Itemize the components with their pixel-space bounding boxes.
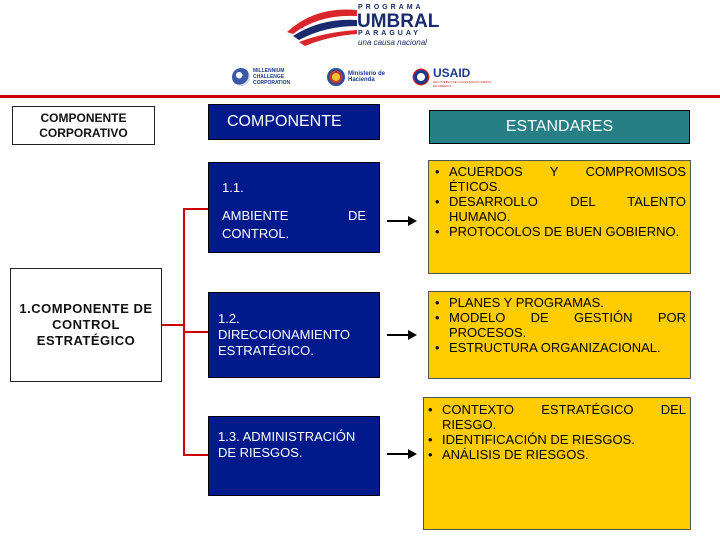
connector-branch-1 (183, 208, 209, 210)
standard-item: • IDENTIFICACIÓN DE RIESGOS. (424, 432, 686, 447)
ministerio-logo: Ministerio de Hacienda (327, 66, 396, 88)
millennium-logo: MILLENNIUM CHALLENGE CORPORATION (232, 66, 301, 88)
usaid-seal-icon (412, 68, 430, 86)
standard-item: • PROTOCOLOS DE BUEN GOBIERNO. (431, 224, 686, 239)
column-header-componente: COMPONENTE (208, 104, 380, 140)
standard-item: • DESARROLLO DEL TALENTO HUMANO. (431, 194, 686, 224)
standards-box-3 (423, 397, 691, 530)
main-component-box: 1.COMPONENTE DE CONTROL ESTRATÉGICO (10, 268, 162, 382)
standard-item: • MODELO DE GESTIÓN POR PROCESOS. (431, 310, 686, 340)
subcomponent-1-1-label-a: AMBIENTE (222, 208, 289, 223)
arrow-3 (387, 449, 417, 459)
ministerio-seal-icon (327, 68, 345, 86)
standard-item: • CONTEXTO ESTRATÉGICO DEL RIESGO. (424, 402, 686, 432)
subcomponent-1-1 (208, 162, 380, 253)
millennium-globe-icon (232, 68, 250, 86)
standard-item: • ESTRUCTURA ORGANIZACIONAL. (431, 340, 686, 355)
standard-item: • PLANES Y PROGRAMAS. (431, 295, 686, 310)
column-header-corporativo: COMPONENTE CORPORATIVO (12, 106, 155, 145)
usaid-logo: USAID DEL PUEBLO DE LOS ESTADOS UNIDOS DE AMÉRICA (412, 66, 493, 88)
standard-item: • ANÁLISIS DE RIESGOS. (424, 447, 686, 462)
standard-item: • ACUERDOS Y COMPROMISOS ÉTICOS. (431, 164, 686, 194)
connector-branch-3 (183, 454, 209, 456)
subcomponent-1-2: 1.2. DIRECCIONAMIENTO ESTRATÉGICO. (208, 292, 380, 378)
logo-line-umbral: UMBRAL (357, 11, 440, 32)
logo-line-programa: PROGRAMA (358, 4, 424, 11)
logo-line-paraguay: PARAGUAY (358, 30, 421, 37)
subcomponent-1-1-number: 1.1. (222, 180, 244, 195)
column-header-estandares: ESTANDARES (429, 110, 690, 144)
subcomponent-1-3: 1.3. ADMINISTRACIÓN DE RIESGOS. (208, 416, 380, 496)
standards-box-2 (428, 291, 691, 379)
arrow-2 (387, 330, 417, 340)
header-rule (0, 95, 720, 98)
arrow-1 (387, 216, 417, 226)
connector-main (162, 324, 184, 326)
connector-branch-2 (183, 331, 209, 333)
subcomponent-1-1-label-b: DE (348, 208, 367, 223)
subcomponent-1-1-label-c: CONTROL. (222, 226, 290, 241)
standards-box-1 (428, 160, 691, 274)
logo-tagline: una causa nacional (358, 38, 427, 47)
